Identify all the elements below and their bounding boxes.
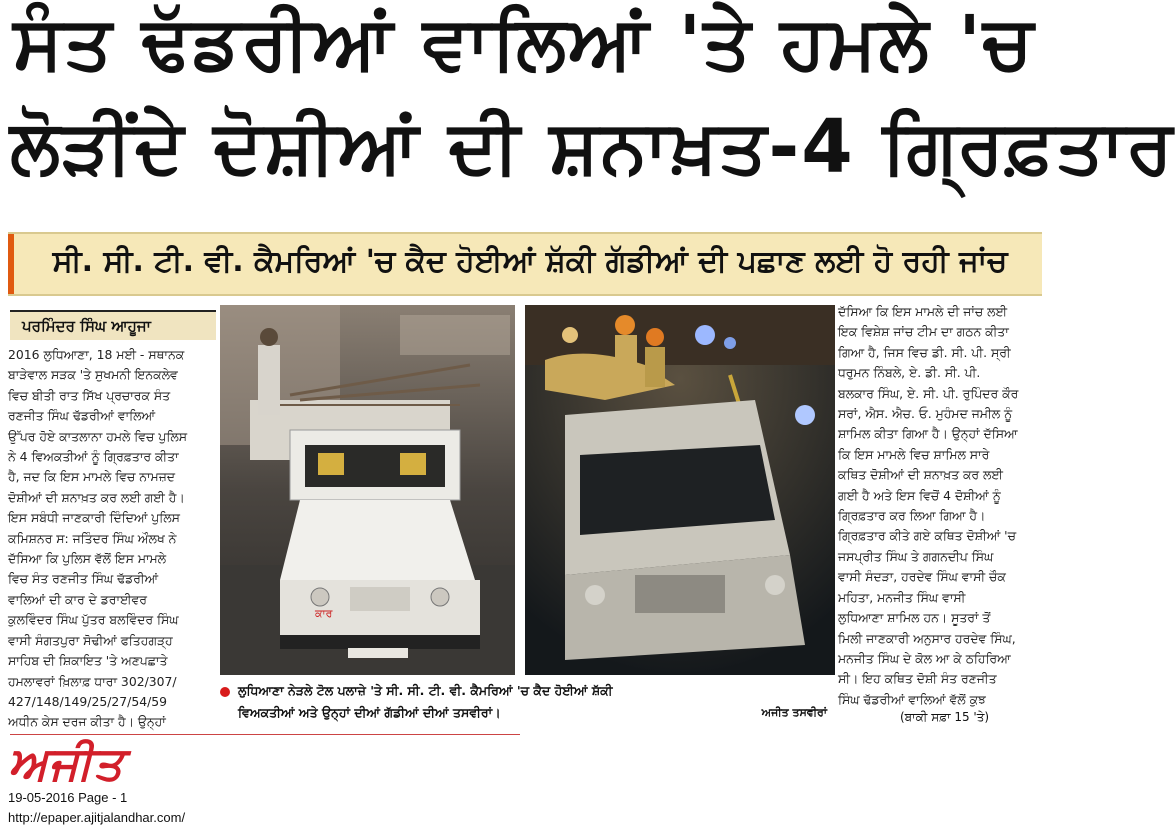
byline: ਪਰਮਿੰਦਰ ਸਿੰਘ ਆਹੂਜਾ [10,310,216,340]
caption-bullet [220,687,230,697]
headline-line-2: ਲੋੜੀਂਦੇ ਦੋਸ਼ੀਆਂ ਦੀ ਸ਼ਨਾਖ਼ਤ-4 ਗ੍ਰਿਫ਼ਤਾਰ [10,104,1175,190]
article-line: ਦੱਸਿਆ ਕਿ ਇਸ ਮਾਮਲੇ ਦੀ ਜਾਂਚ ਲਈ [838,304,1007,319]
article-line: ਦੋਸ਼ੀਆਂ ਦੀ ਸ਼ਨਾਖ਼ਤ ਕਰ ਲਈ ਗਈ ਹੈ। [8,489,185,505]
article-line: ਗ੍ਰਿਫ਼ਤਾਰ ਕਰ ਲਿਆ ਗਿਆ ਹੈ। [838,508,986,524]
article-column-left [8,345,208,730]
article-line: ਹੈ, ਜਦ ਕਿ ਇਸ ਮਾਮਲੇ ਵਿਚ ਨਾਮਜ਼ਦ [8,469,175,485]
article-line: ਕਿ ਇਸ ਮਾਮਲੇ ਵਿਚ ਸ਼ਾਮਿਲ ਸਾਰੇ [838,446,990,462]
article-line: ਹਮਲਾਵਰਾਂ ਖ਼ਿਲਾਫ਼ ਧਾਰਾ 302/307/ [8,673,177,689]
jeep-illustration [220,305,515,675]
article-line: ਦੱਸਿਆ ਕਿ ਪੁਲਿਸ ਵੱਲੋਂ ਇਸ ਮਾਮਲੇ [8,551,167,567]
article-line: ਉੱਪਰ ਹੋਏ ਕਾਤਲਾਨਾ ਹਮਲੇ ਵਿਚ ਪੁਲਿਸ [8,428,187,444]
continued-note: (ਬਾਕੀ ਸਫ਼ਾ 15 'ਤੇ) [900,710,990,724]
cctv-photo-jeep [220,305,515,675]
article-column-right [838,302,1038,707]
article-line: ਗਈ ਹੈ ਅਤੇ ਇਸ ਵਿਚੋਂ 4 ਦੋਸ਼ੀਆਂ ਨੂੰ [838,487,1001,503]
article-line: ਵਿਚ ਬੀਤੀ ਰਾਤ ਸਿੱਖ ਪ੍ਰਚਾਰਕ ਸੰਤ [8,387,171,403]
article-line: ਸਰਾਂ, ਐਸ. ਐਚ. ਓ. ਮੁਹੰਮਦ ਜਮੀਲ ਨੂੰ [838,406,1013,422]
article-line: ਗ੍ਰਿਫ਼ਤਾਰ ਕੀਤੇ ਗਏ ਕਥਿਤ ਦੋਸ਼ੀਆਂ 'ਚ [838,528,1016,544]
article-line: 2016 ਲੁਧਿਆਣਾ, 18 ਮਈ - ਸਥਾਨਕ [8,347,185,362]
cctv-photo-suv [525,305,835,675]
article-line: ਮਿਲੀ ਜਾਣਕਾਰੀ ਅਨੁਸਾਰ ਹਰਦੇਵ ਸਿੰਘ, [838,630,1016,646]
article-line: ਸਾਹਿਬ ਦੀ ਸ਼ਿਕਾਇਤ 'ਤੇ ਅਣਪਛਾਤੇ [8,653,168,669]
article-line: ਇਕ ਵਿਸ਼ੇਸ਼ ਜਾਂਚ ਟੀਮ ਦਾ ਗਠਨ ਕੀਤਾ [838,324,1009,340]
article-line: ਬਾੜੇਵਾਲ ਸੜਕ 'ਤੇ ਸੁਖਮਨੀ ਇਨਕਲੇਵ [8,367,178,383]
article-line: ਕਥਿਤ ਦੋਸ਼ੀਆਂ ਦੀ ਸ਼ਨਾਖ਼ਤ ਕਰ ਲਈ [838,467,1003,483]
article-line: ਮਨਜੀਤ ਸਿੰਘ ਦੇ ਕੋਲ ਆ ਕੇ ਠਹਿਰਿਆ [838,650,1011,666]
footer-url[interactable]: http://epaper.ajitjalandhar.com/ [8,810,186,825]
headline-line-1: ਸੰਤ ਢੱਡਰੀਆਂ ਵਾਲਿਆਂ 'ਤੇ ਹਮਲੇ 'ਚ [13,0,1035,86]
article-line: ਇਸ ਸਬੰਧੀ ਜਾਣਕਾਰੀ ਦਿੰਦਿਆਂ ਪੁਲਿਸ [8,510,180,526]
footer-date-page: 19-05-2016 Page - 1 [8,790,128,805]
photo-credit: ਅਜੀਤ ਤਸਵੀਰਾਂ [761,706,827,719]
caption-line-1: ਲੁਧਿਆਣਾ ਨੇੜਲੇ ਟੋਲ ਪਲਾਜ਼ੇ 'ਤੇ ਸੀ. ਸੀ. ਟੀ. ਵੀ. ਕੈਮਰਿਆਂ 'ਚ ਕੈਦ ਹੋਈਆਂ ਸ਼ੱਕੀ [238,683,613,698]
article-line: ਮਹਿਤਾ, ਮਨਜੀਤ ਸਿੰਘ ਵਾਸੀ [838,589,966,605]
article-line: ਸੀ। ਇਹ ਕਥਿਤ ਦੋਸ਼ੀ ਸੰਤ ਰਣਜੀਤ [838,671,997,687]
article-line: ਲੁਧਿਆਣਾ ਸ਼ਾਮਿਲ ਹਨ। ਸੂਤਰਾਂ ਤੋਂ [838,610,991,626]
article-line: ਨੇ 4 ਵਿਅਕਤੀਆਂ ਨੂੰ ਗ੍ਰਿਫ਼ਤਾਰ ਕੀਤਾ [8,449,179,465]
article-line: ਕਮਿਸ਼ਨਰ ਸ: ਜਤਿੰਦਰ ਸਿੰਘ ਔਲਖ ਨੇ [8,530,177,546]
article-line: ਬਲਕਾਰ ਸਿੰਘ, ਏ. ਸੀ. ਪੀ. ਰੁਪਿੰਦਰ ਕੌਰ [838,385,1019,401]
suv-illustration [525,305,835,675]
plate-label: ਕਾਰ [315,607,333,620]
photo-caption [220,680,835,728]
article-line: ਗਿਆ ਹੈ, ਜਿਸ ਵਿਚ ਡੀ. ਸੀ. ਪੀ. ਸ੍ਰੀ [838,344,1011,360]
article-line: ਕੁਲਵਿੰਦਰ ਸਿੰਘ ਪੁੱਤਰ ਬਲਵਿੰਦਰ ਸਿੰਘ [8,612,179,628]
article-line: ਧਰੁਮਨ ਨਿੰਬਲੇ, ਏ. ਡੀ. ਸੀ. ਪੀ. [838,365,981,381]
article-line: ਸਿੰਘ ਢੱਡਰੀਆਂ ਵਾਲਿਆਂ ਵੱਲੋਂ ਕੁਝ [838,691,986,707]
subheadline-accent [8,234,14,294]
subheadline: ਸੀ. ਸੀ. ਟੀ. ਵੀ. ਕੈਮਰਿਆਂ 'ਚ ਕੈਦ ਹੋਈਆਂ ਸ਼ੱਕੀ ਗੱਡੀਆਂ ਦੀ ਪਛਾਣ ਲਈ ਹੋ ਰਹੀ ਜਾਂਚ [52,244,1008,279]
article-line: ਵਾਸੀ ਸੰਦੜਾ, ਹਰਦੇਵ ਸਿੰਘ ਵਾਸੀ ਚੌਕ [838,569,1006,585]
article-line: ਵਾਲਿਆਂ ਦੀ ਕਾਰ ਦੇ ਡਰਾਈਵਰ [8,591,147,607]
article-line: ਜਸਪ੍ਰੀਤ ਸਿੰਘ ਤੇ ਗਗਨਦੀਪ ਸਿੰਘ [838,548,994,564]
article-line: ਸ਼ਾਮਿਲ ਕੀਤਾ ਗਿਆ ਹੈ। ਉਨ੍ਹਾਂ ਦੱਸਿਆ [838,426,1018,442]
article-line: 427/148/149/25/27/54/59 [8,693,168,709]
article-line: ਵਾਸੀ ਸੰਗਤਪੁਰਾ ਸੋਢੀਆਂ ਫਤਿਹਗੜ੍ਹ [8,632,173,648]
article-line: ਰਣਜੀਤ ਸਿੰਘ ਢੱਡਰੀਆਂ ਵਾਲਿਆਂ [8,408,156,424]
divider [10,734,520,735]
article-line: ਅਧੀਨ ਕੇਸ ਦਰਜ ਕੀਤਾ ਹੈ। ਉਨ੍ਹਾਂ [8,714,166,730]
ajit-logo: ਅਜੀਤ [8,736,124,790]
caption-line-2: ਵਿਅਕਤੀਆਂ ਅਤੇ ਉਨ੍ਹਾਂ ਦੀਆਂ ਗੱਡੀਆਂ ਦੀਆਂ ਤਸਵੀਰਾਂ। [238,705,501,720]
article-line: ਵਿਚ ਸੰਤ ਰਣਜੀਤ ਸਿੰਘ ਢੱਡਰੀਆਂ [8,571,159,587]
subheadline-bar [8,232,1042,296]
